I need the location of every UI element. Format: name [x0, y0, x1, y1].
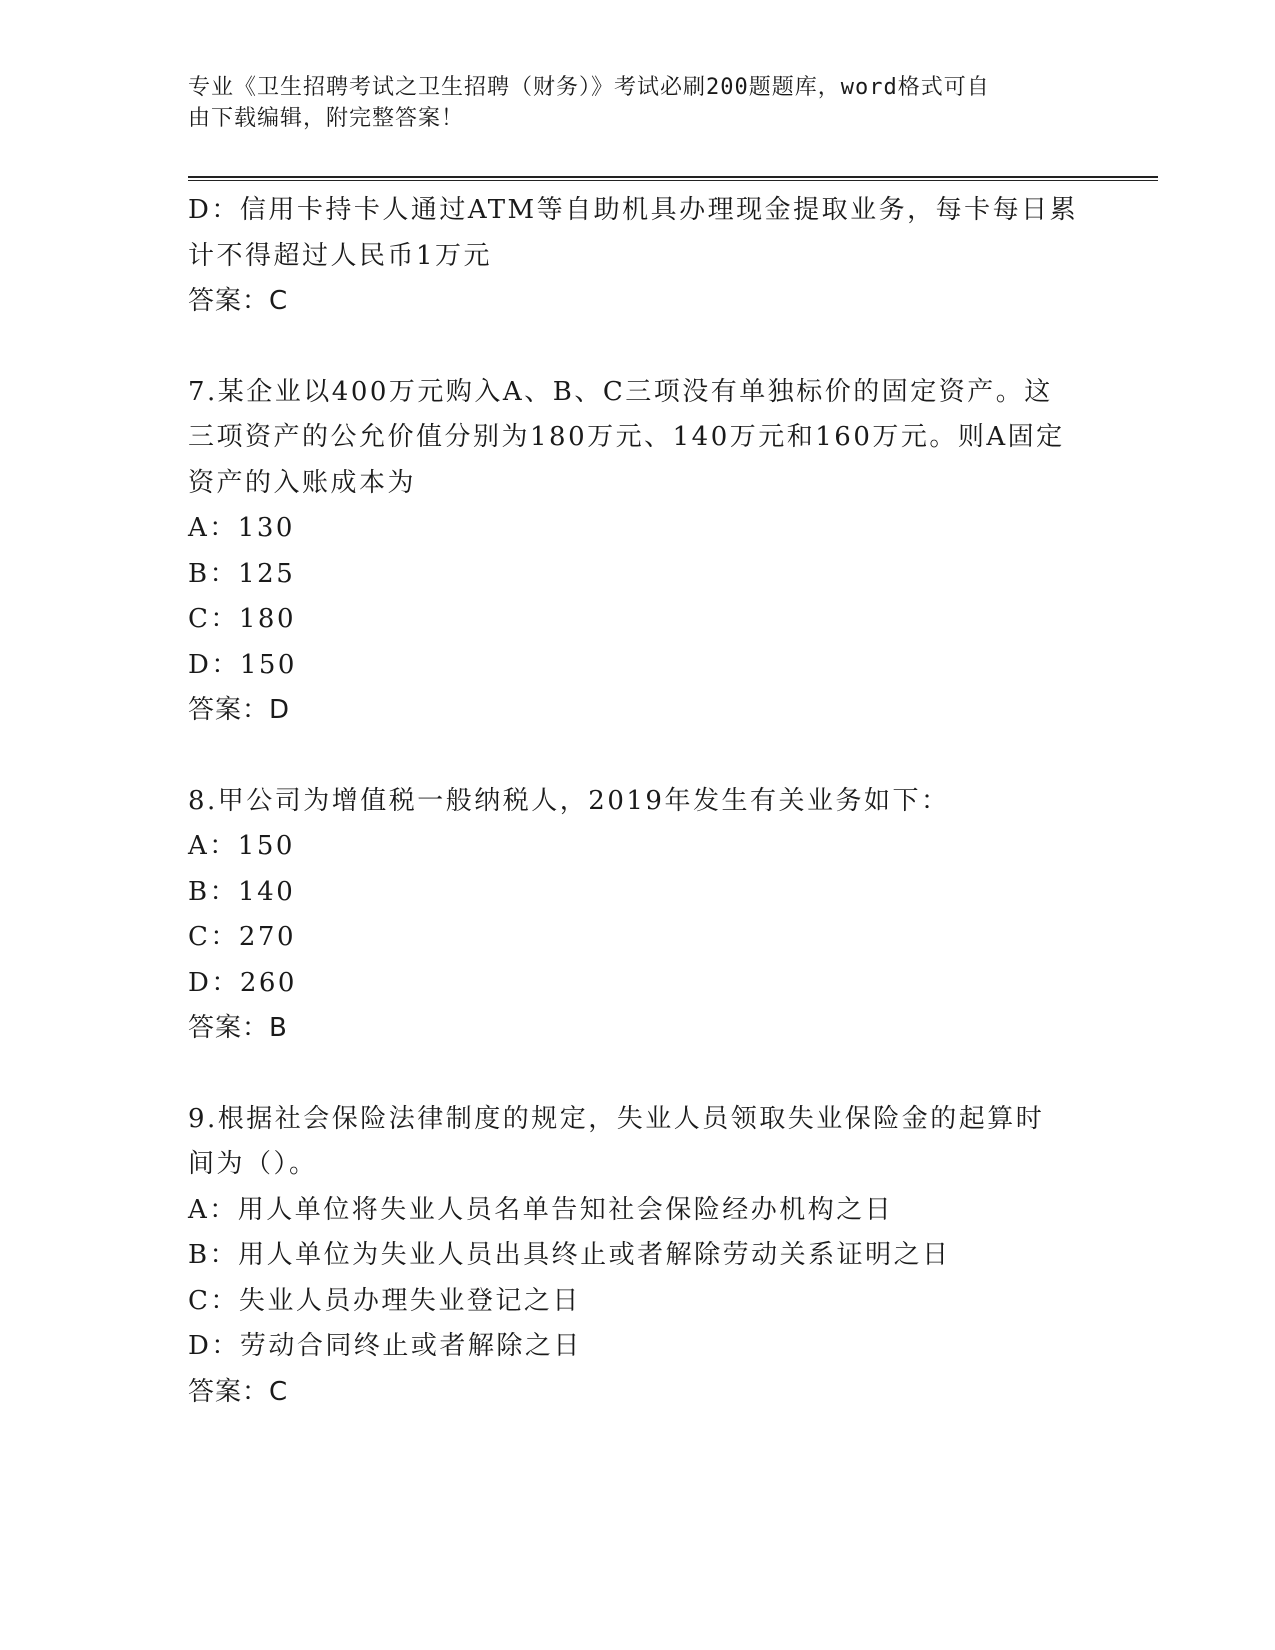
option-a: A：150	[188, 831, 295, 861]
option-a: A：130	[188, 513, 295, 543]
answer-line: 答案：B	[188, 1013, 288, 1043]
option-d: D：260	[188, 967, 297, 998]
option-d-continued: 计不得超过人民币1万元	[188, 240, 493, 271]
option-c: C：180	[188, 604, 297, 634]
document-body	[188, 188, 1088, 1415]
header-title-line-1: 专业《卫生招聘考试之卫生招聘（财务）》考试必刷200题题库，word格式可自	[188, 75, 990, 100]
answer-line: 答案：D	[188, 695, 291, 725]
option-d: D：150	[188, 649, 297, 680]
header-divider	[188, 176, 1158, 181]
question-stem: 间为（）。	[188, 1149, 318, 1179]
previous-question-tail	[188, 188, 1088, 325]
answer-line: 答案：C	[188, 286, 289, 316]
question-9	[188, 1097, 1088, 1416]
question-7	[188, 370, 1088, 734]
option-b: B：125	[188, 558, 296, 589]
answer-line: 答案：C	[188, 1376, 289, 1407]
option-c: C：270	[188, 922, 297, 952]
option-d: D：信用卡持卡人通过ATM等自助机具办理现金提取业务，每卡每日累	[188, 195, 1079, 225]
question-stem: 7.某企业以400万元购入A、B、C三项没有单独标价的固定资产。这	[188, 376, 1053, 407]
question-stem: 资产的入账成本为	[188, 467, 417, 498]
option-b: B：140	[188, 876, 296, 907]
question-stem: 9.根据社会保险法律制度的规定，失业人员领取失业保险金的起算时	[188, 1103, 1045, 1134]
header-title-line-2: 由下载编辑，附完整答案！	[188, 106, 465, 131]
question-8	[188, 779, 1088, 1052]
option-c: C：失业人员办理失业登记之日	[188, 1285, 581, 1316]
question-stem: 8.甲公司为增值税一般纳税人，2019年发生有关业务如下：	[188, 785, 950, 816]
option-b: B：用人单位为失业人员出具终止或者解除劳动关系证明之日	[188, 1240, 951, 1270]
option-d: D：劳动合同终止或者解除之日	[188, 1331, 582, 1361]
option-a: A：用人单位将失业人员名单告知社会保险经办机构之日	[188, 1194, 894, 1225]
question-stem: 三项资产的公允价值分别为180万元、140万元和160万元。则A固定	[188, 422, 1065, 452]
document-header	[188, 72, 1068, 134]
